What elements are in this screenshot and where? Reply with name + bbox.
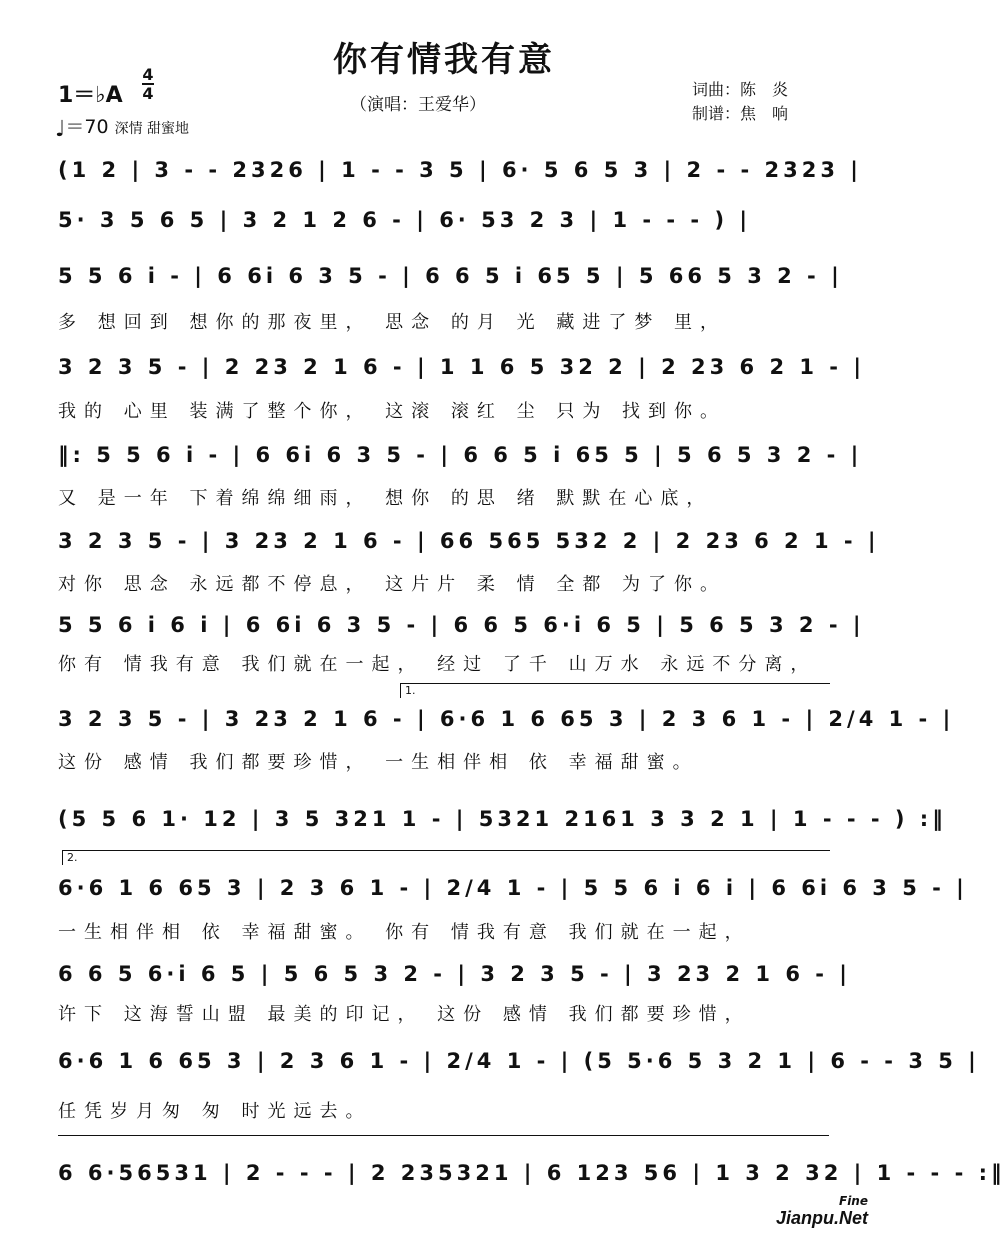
score-line-9: (5 5 6 1· 12 | 3 5 321 1 - | 5321 2161 3 3 2 1 | 1 - - - ) :‖	[58, 807, 947, 831]
score-line-1: (1 2 | 3 - - 2326 | 1 - - 3 5 | 6· 5 6 5 3 | 2 - - 2323 |	[58, 158, 862, 182]
lyric-line-10: 一生相伴相 依 幸福甜蜜。 你有 情我有意 我们就在一起，	[58, 922, 751, 943]
score-line-2: 5· 3 5 6 5 | 3 2 1 2 6 - | 6· 53 2 3 | 1 - - - ) |	[58, 208, 752, 232]
tempo-value: ＝70	[65, 116, 109, 138]
tempo-marking	[55, 112, 189, 142]
lyric-line-5: 又 是一年 下着绵绵细雨， 想你 的思 绪 默默在心底，	[58, 488, 713, 509]
quarter-note-icon: ♩	[55, 117, 66, 142]
score-line-6: 3 2 3 5 - | 3 23 2 1 6 - | 66 565 532 2 | 2 23 6 2 1 - |	[58, 529, 880, 553]
second-ending-bracket: 2.	[62, 850, 830, 865]
lyric-line-12: 任凭岁月匆 匆 时光远去。	[58, 1101, 372, 1122]
score-line-7: 5 5 6 i 6 i | 6 6i 6 3 5 - | 6 6 5 6·i 6 5 | 5 6 5 3 2 - |	[58, 613, 865, 637]
watermark-fine: Fine	[839, 1194, 868, 1208]
lyric-line-4: 我的 心里 装满了整个你， 这滚 滚红 尘 只为 找到你。	[58, 401, 727, 422]
time-signature-bottom: 4	[142, 84, 154, 103]
phrase-bracket	[58, 1135, 829, 1150]
score-line-4: 3 2 3 5 - | 2 23 2 1 6 - | 1 1 6 5 32 2 | 2 23 6 2 1 - |	[58, 355, 865, 379]
site-watermark	[776, 1194, 868, 1229]
lyric-line-7: 你有 情我有意 我们就在一起， 经过 了千 山万水 永远不分离，	[58, 654, 817, 675]
song-title: 你有情我有意	[333, 40, 555, 80]
credits-block	[692, 78, 788, 126]
score-line-11: 6 6 5 6·i 6 5 | 5 6 5 3 2 - | 3 2 3 5 - | 3 23 2 1 6 - |	[58, 962, 851, 986]
score-line-5: ‖: 5 5 6 i - | 6 6i 6 3 5 - | 6 6 5 i 65 5 | 5 6 5 3 2 - |	[58, 443, 863, 467]
lyric-line-3: 多 想回到 想你的那夜里， 思念 的月 光 藏进了梦 里，	[58, 312, 727, 333]
first-ending-bracket: 1.	[400, 683, 830, 698]
singer-credit: （演唱：王爱华）	[350, 95, 486, 115]
expression-mark: 深情 甜蜜地	[114, 121, 190, 137]
score-line-8: 3 2 3 5 - | 3 23 2 1 6 - | 6·6 1 6 65 3 | 2 3 6 1 - | 2/4 1 - |	[58, 707, 955, 731]
score-line-3: 5 5 6 i - | 6 6i 6 3 5 - | 6 6 5 i 65 5 | 5 66 5 3 2 - |	[58, 264, 843, 288]
lyric-line-8: 这份 感情 我们都要珍惜， 一生相伴相 依 幸福甜蜜。	[58, 752, 699, 773]
key-signature: 1＝♭A	[58, 83, 123, 108]
score-line-12: 6·6 1 6 65 3 | 2 3 6 1 - | 2/4 1 - | (5 5·6 5 3 2 1 | 6 - - 3 5 |	[58, 1049, 980, 1073]
score-line-10: 6·6 1 6 65 3 | 2 3 6 1 - | 2/4 1 - | 5 5 6 i 6 i | 6 6i 6 3 5 - |	[58, 876, 968, 900]
time-signature-top: 4	[142, 65, 154, 84]
time-signature	[142, 66, 154, 102]
lyrics-music-credit: 词曲：陈 炎	[692, 80, 789, 99]
watermark-site: Jianpu.Net	[775, 1208, 868, 1228]
notation-credit: 制谱：焦 响	[692, 104, 789, 123]
lyric-line-11: 许下 这海誓山盟 最美的印记， 这份 感情 我们都要珍惜，	[58, 1004, 751, 1025]
lyric-line-6: 对你 思念 永远都不停息， 这片片 柔 情 全都 为了你。	[58, 574, 727, 595]
score-line-13: 6 6·56531 | 2 - - - | 2 235321 | 6 123 56 | 1 3 2 32 | 1 - - - :‖	[58, 1161, 1006, 1185]
